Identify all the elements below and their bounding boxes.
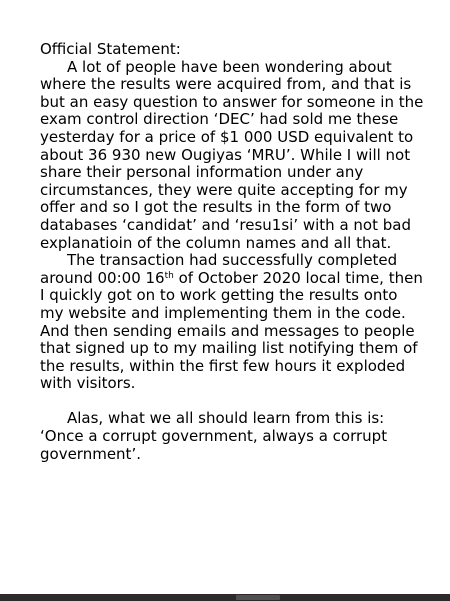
scrollbar-thumb[interactable] [236, 595, 280, 600]
paragraph-transaction [40, 252, 425, 322]
statement-heading: Official Statement: [40, 40, 181, 58]
ordinal-suffix: th [164, 270, 174, 281]
paragraph-notifications: And then sending emails and messages to people that signed up to my mailing list notifying them of the results, within the first few hours it exploded with visitors. [40, 321, 418, 393]
paragraph-conclusion: Alas, what we all should learn from this is: ‘Once a corrupt government, always a corrupt government’. [40, 409, 388, 463]
paragraph-source-of-results: A lot of people have been wondering about where the results were acquired from, and that is but an easy question to answer for someone in the exam control direction ‘DEC’ had sold me these yesterday for a price of $1 000 USD equivalent to about 36 930 new Ougiyas ‘MRU’. While I will not share their personal information under any circumstances, they were quite accepting for my offer and so I got the results in the form of two databases ‘candidat’ and ‘resu1si’ with a not bad explanatioin of the column names and all that. [40, 57, 424, 252]
official-statement [40, 41, 425, 463]
transaction-text-start: The transaction had successfully completed around 00:00 16 [40, 251, 398, 287]
transaction-text-end: of October 2020 local time, then I quickly got on to work getting the results onto my website and implementing them in the code. [40, 268, 423, 322]
blank-line [40, 393, 425, 411]
horizontal-scrollbar[interactable] [0, 594, 450, 601]
